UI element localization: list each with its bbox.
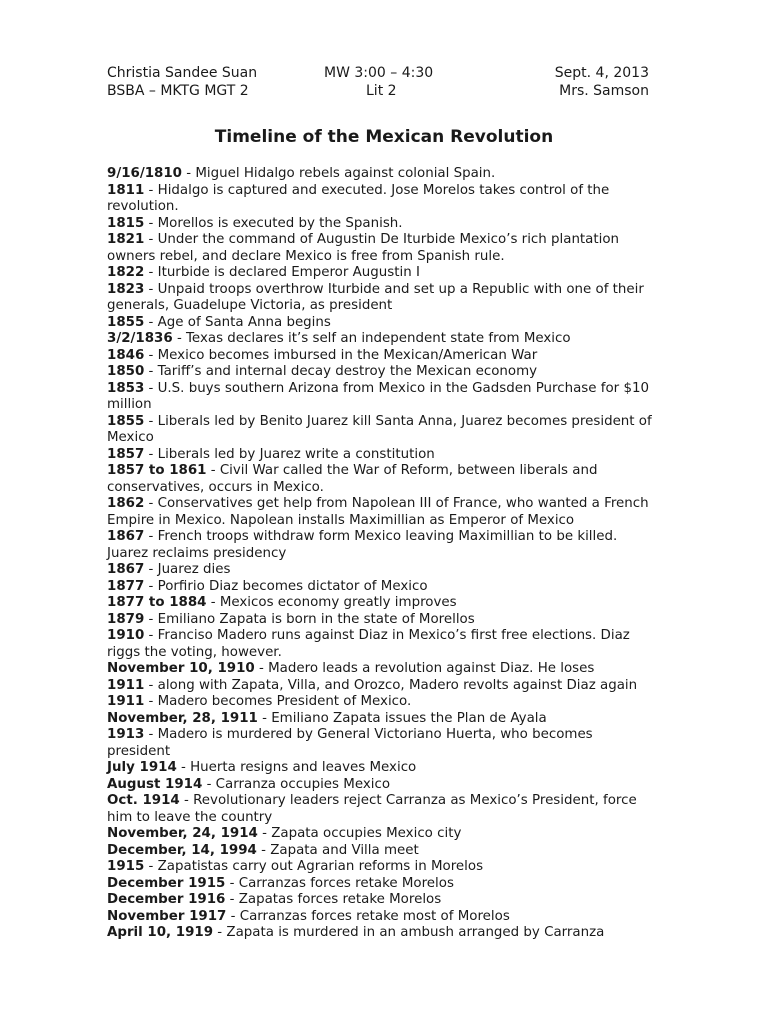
entry-text: - French troops withdraw form Mexico leaving Maximillian to be killed. Juarez reclaims presidency [107, 529, 618, 561]
entry-text: - Emiliano Zapata is born in the state of Morellos [144, 611, 475, 627]
timeline-entry [107, 414, 652, 447]
timeline-entry [107, 793, 652, 826]
entry-text: - Juarez dies [144, 562, 231, 577]
timeline-entry [107, 315, 652, 332]
entry-text: - Zapata and Villa meet [256, 842, 419, 858]
subject-name: Lit 2 [366, 83, 397, 99]
timeline-entry [107, 496, 652, 529]
document-title: Timeline of the Mexican Revolution [214, 127, 554, 147]
timeline-entry [107, 727, 652, 760]
entry-date: 1911 [107, 694, 145, 709]
entry-text: - Emiliano Zapata issues the Plan de Ayala [257, 710, 547, 726]
entry-text: - Mexicos economy greatly improves [206, 595, 457, 610]
timeline-entry [107, 381, 652, 414]
entry-date: December, 14, 1994 [107, 842, 257, 858]
timeline-entry [107, 925, 652, 942]
entry-date: 1877 [107, 578, 145, 594]
timeline-entry [107, 843, 652, 860]
timeline-entry [107, 183, 652, 216]
entry-text: - Morellos is executed by the Spanish. [144, 215, 403, 231]
entry-text: - Tariff’s and internal decay destroy the Mexican economy [144, 364, 538, 379]
timeline-entry [107, 529, 652, 562]
timeline-entry [107, 579, 652, 596]
timeline-entry [107, 892, 652, 909]
entry-date: 1823 [107, 281, 145, 297]
entry-date: 1879 [107, 611, 145, 627]
entry-text: - Iturbide is declared Emperor Augustin I [144, 265, 420, 280]
timeline-entry [107, 562, 652, 579]
timeline-entry [107, 711, 652, 728]
entry-text: - Madero leads a revolution against Diaz. He loses [254, 661, 595, 676]
timeline-entry [107, 232, 652, 265]
entry-text: - Madero becomes President of Mexico. [144, 694, 412, 709]
entry-date: November, 28, 1911 [107, 710, 258, 726]
entry-date: 1910 [107, 628, 145, 643]
entry-date: 1911 [107, 677, 145, 693]
entry-date: 1855 [107, 413, 145, 429]
timeline-entry [107, 282, 652, 315]
timeline-entry [107, 612, 652, 629]
entry-text: - Under the command of Augustin De Iturbide Mexico’s rich plantation owners rebel, and declare Mexico is free from Spanish rule. [107, 232, 620, 264]
timeline-entry [107, 447, 652, 464]
entry-date: 1877 to 1884 [107, 595, 207, 610]
timeline-entry [107, 348, 652, 365]
course-name: BSBA – MKTG MGT 2 [107, 83, 249, 99]
timeline-entry [107, 859, 652, 876]
entry-date: 1857 [107, 446, 145, 462]
entry-text: - Age of Santa Anna begins [144, 314, 331, 330]
entry-date: 1846 [107, 347, 145, 363]
entry-text: - Revolutionary leaders reject Carranza as Mexico’s President, force him to leave the country [107, 793, 637, 825]
timeline-entry [107, 760, 652, 777]
entry-date: December 1915 [107, 875, 226, 891]
timeline-entry [107, 166, 652, 183]
document-date: Sept. 4, 2013 [554, 65, 649, 81]
entry-text: - Zapata occupies Mexico city [257, 826, 462, 841]
entry-text: - Liberals led by Juarez write a constitution [144, 446, 435, 462]
entry-text: - Civil War called the War of Reform, between liberals and conservatives, occurs in Mexico. [107, 463, 598, 495]
entry-date: 1913 [107, 727, 145, 742]
entry-text: - along with Zapata, Villa, and Orozco, Madero revolts against Diaz again [144, 677, 638, 693]
entry-text: - Liberals led by Benito Juarez kill Santa Anna, Juarez becomes president of Mexico [107, 413, 652, 445]
entry-text: - Carranzas forces retake most of Morelos [226, 908, 510, 924]
timeline-list [107, 166, 652, 942]
entry-date: 1857 to 1861 [107, 463, 207, 478]
entry-text: - Texas declares it’s self an independent state from Mexico [172, 331, 571, 346]
entry-date: August 1914 [107, 776, 203, 792]
entry-date: 1862 [107, 496, 145, 511]
timeline-entry [107, 216, 652, 233]
timeline-entry [107, 331, 652, 348]
timeline-entry [107, 628, 652, 661]
entry-text: - Unpaid troops overthrow Iturbide and set up a Republic with one of their generals, Guadelupe Victoria, as president [107, 281, 644, 313]
entry-date: 3/2/1836 [107, 331, 173, 346]
entry-text: - Porfirio Diaz becomes dictator of Mexico [144, 578, 428, 594]
timeline-entry [107, 661, 652, 678]
timeline-entry [107, 265, 652, 282]
header-row-1 [107, 64, 649, 82]
entry-text: - Zapatistas carry out Agrarian reforms in Morelos [144, 859, 484, 874]
timeline-entry [107, 463, 652, 496]
timeline-entry [107, 364, 652, 381]
entry-text: - Zapatas forces retake Morelos [225, 892, 442, 907]
instructor-name: Mrs. Samson [559, 83, 649, 99]
entry-text: - U.S. buys southern Arizona from Mexico in the Gadsden Purchase for $10 million [107, 380, 649, 412]
student-name: Christia Sandee Suan [107, 65, 258, 81]
entry-text: - Hidalgo is captured and executed. Jose Morelos takes control of the revolution. [107, 182, 610, 214]
entry-date: Oct. 1914 [107, 793, 180, 808]
entry-text: - Franciso Madero runs against Diaz in Mexico’s first free elections. Diaz riggs the voting, however. [107, 628, 630, 660]
entry-text: - Huerta resigns and leaves Mexico [176, 760, 417, 775]
timeline-entry [107, 876, 652, 893]
header-row-2 [107, 82, 649, 100]
class-schedule: MW 3:00 – 4:30 [324, 65, 434, 81]
entry-date: 1811 [107, 182, 145, 198]
entry-date: November 1917 [107, 908, 227, 924]
entry-text: - Mexico becomes imbursed in the Mexican/American War [144, 347, 538, 363]
entry-date: 1867 [107, 562, 145, 577]
entry-date: 1850 [107, 364, 145, 379]
entry-date: November 10, 1910 [107, 661, 255, 676]
timeline-entry [107, 678, 652, 695]
timeline-entry [107, 826, 652, 843]
entry-date: 1815 [107, 215, 145, 231]
timeline-entry [107, 694, 652, 711]
entry-text: - Madero is murdered by General Victoriano Huerta, who becomes president [107, 727, 593, 759]
entry-text: - Zapata is murdered in an ambush arranged by Carranza [213, 925, 605, 940]
entry-date: 1915 [107, 859, 145, 874]
entry-date: 9/16/1810 [107, 166, 183, 181]
entry-date: 1822 [107, 265, 145, 280]
entry-date: 1855 [107, 314, 145, 330]
timeline-entry [107, 909, 652, 926]
entry-text: - Carranzas forces retake Morelos [225, 875, 454, 891]
entry-date: April 10, 1919 [107, 925, 214, 940]
entry-date: 1853 [107, 380, 145, 396]
entry-date: 1867 [107, 529, 145, 544]
entry-date: 1821 [107, 232, 145, 247]
entry-text: - Conservatives get help from Napolean III of France, who wanted a French Empire in Mexico. Napolean installs Maximillian as Emperor of Mexico [107, 496, 649, 528]
timeline-entry [107, 595, 652, 612]
entry-date: December 1916 [107, 892, 226, 907]
entry-date: July 1914 [107, 760, 177, 775]
timeline-entry [107, 777, 652, 794]
entry-date: November, 24, 1914 [107, 826, 258, 841]
entry-text: - Miguel Hidalgo rebels against colonial Spain. [182, 166, 496, 181]
entry-text: - Carranza occupies Mexico [202, 776, 391, 792]
